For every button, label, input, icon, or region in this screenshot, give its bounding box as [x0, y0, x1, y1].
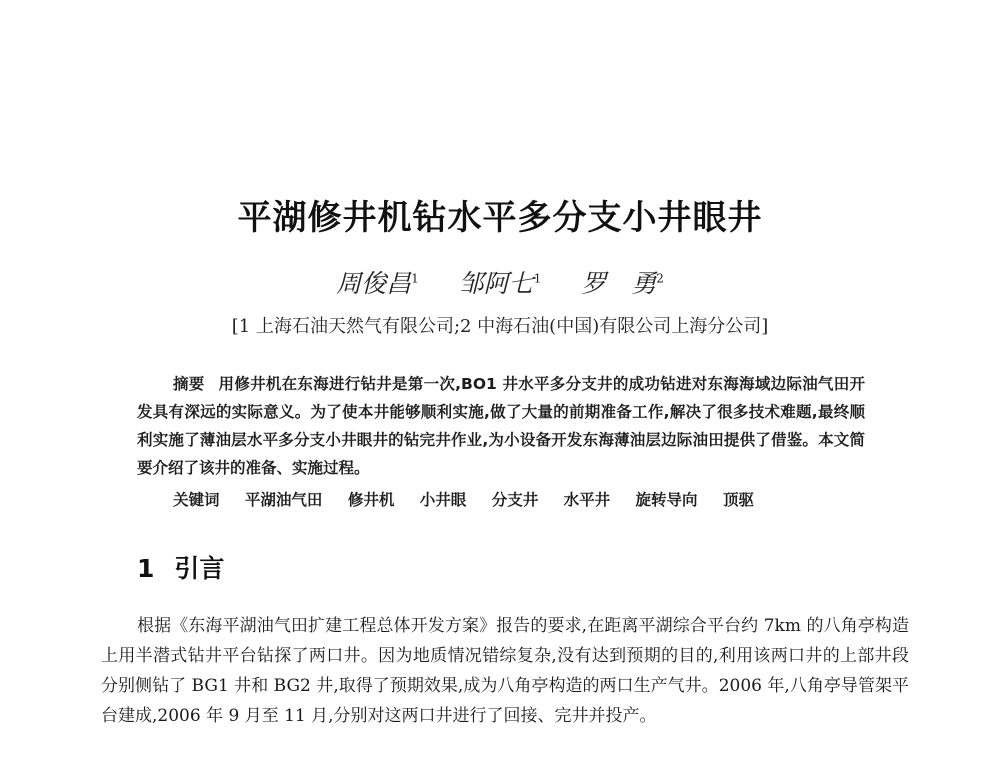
author-affil-mark: 2 — [656, 271, 664, 286]
section-title: 引言 — [174, 554, 225, 583]
keywords — [173, 488, 774, 510]
keyword: 旋转导向 — [635, 491, 698, 509]
author-name: 邹阿七 — [458, 269, 534, 298]
keyword: 分支井 — [491, 491, 539, 509]
keyword: 平湖油气田 — [244, 491, 323, 509]
author-name: 罗 勇 — [581, 269, 657, 298]
author-affil-mark: 1 — [533, 271, 542, 286]
keyword: 小井眼 — [419, 491, 467, 509]
paper-title: 平湖修井机钻水平多分支小井眼井 — [237, 198, 763, 238]
author — [581, 269, 664, 298]
abstract-text: 用修井机在东海进行钻井是第一次,BO1 井水平多分支井的成功钻进对东海海域边际油气田开发具有深远的实际意义。为了使本井能够顺利实施,做了大量的前期准备工作,解决了很多技术难题,最终顺利实施了薄油层水平多分支小井眼井的钻完井作业,为小设备开发东海薄油层边际油田提供了借鉴。本文简要介绍了该井的准备、实施过程。 — [137, 375, 865, 477]
section-heading — [137, 549, 224, 585]
affiliation: [1 上海石油天然气有限公司;2 中海石油(中国)有限公司上海分公司] — [231, 316, 769, 337]
keywords-label: 关键词 — [173, 491, 220, 509]
author-list — [0, 264, 1000, 300]
author-name: 周俊昌 — [336, 269, 412, 298]
keyword: 水平井 — [563, 491, 611, 509]
body-paragraph: 根据《东海平湖油气田扩建工程总体开发方案》报告的要求,在距离平湖综合平台约 7km 的八角亭构造上用半潜式钻井平台钻探了两口井。因为地质情况错综复杂,没有达到预期的目的,利用该两口井的上部井段分别侧钻了 BG1 井和 BG2 井,取得了预期效果,成为八角亭构造的两口生产气井。2006 年,八角亭导管架平台建成,2006 年 9 月至 11 月,分别对这两口井进行了回接、完井并投产。 — [101, 616, 909, 726]
author — [459, 269, 542, 298]
keyword: 顶驱 — [722, 491, 754, 509]
section-number: 1 — [137, 554, 155, 583]
author — [336, 269, 419, 298]
abstract-label: 摘要 — [173, 375, 205, 393]
abstract — [137, 370, 865, 482]
author-affil-mark: 1 — [411, 271, 419, 286]
keyword: 修井机 — [347, 491, 395, 509]
